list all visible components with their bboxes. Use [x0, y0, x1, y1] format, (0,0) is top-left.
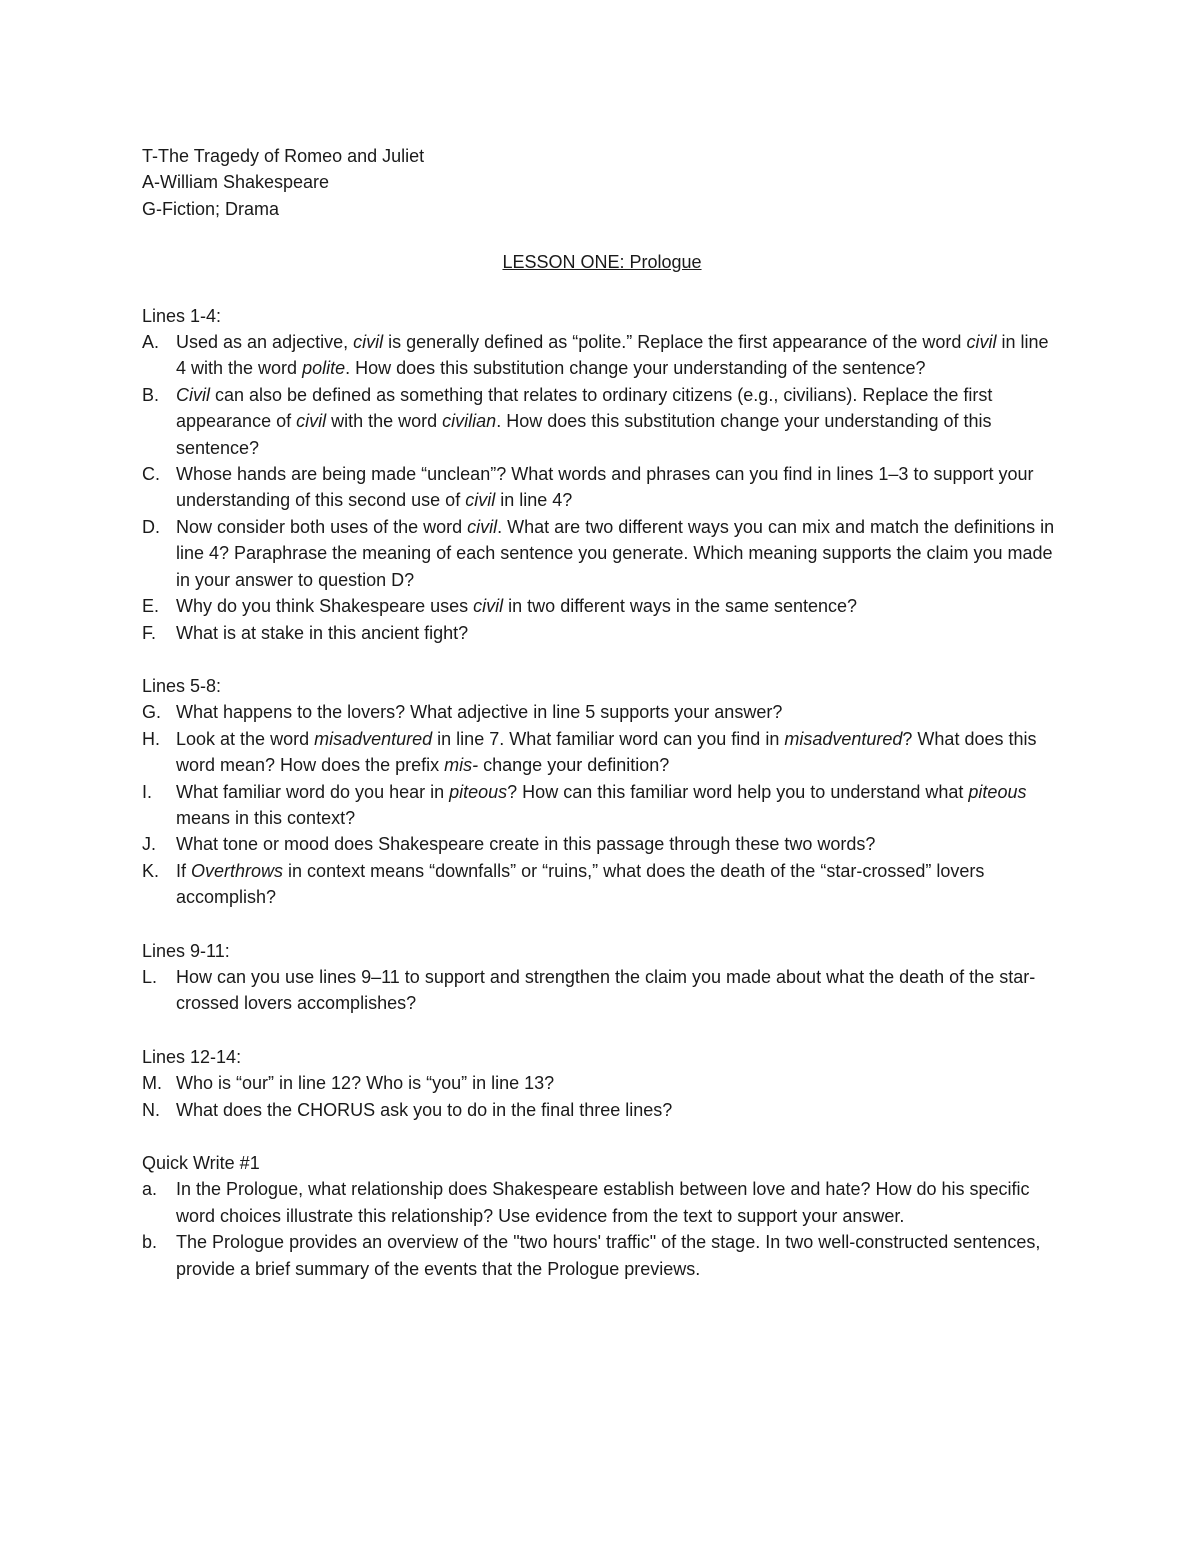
- text-segment: What tone or mood does Shakespeare create in this passage through these two words?: [176, 834, 876, 855]
- genre-line: G-Fiction; Drama: [142, 198, 280, 219]
- question-letter: F.: [142, 622, 157, 643]
- italic-term: civil: [353, 332, 384, 353]
- question-text: [176, 967, 1035, 1013]
- text-segment: in line 4 with the word: [176, 332, 1049, 379]
- text-segment: What is at stake in this ancient fight?: [176, 622, 469, 643]
- text-segment: What familiar word do you hear in: [176, 781, 450, 802]
- question-item: [142, 831, 1062, 857]
- text-segment: Used as an adjective,: [176, 332, 354, 353]
- question-item: [142, 726, 1062, 779]
- question-list: [142, 329, 1062, 646]
- question-letter: D.: [142, 516, 160, 537]
- question-sections: [142, 303, 1062, 1282]
- italic-term: polite: [302, 358, 346, 379]
- question-text: [176, 1100, 672, 1120]
- italic-term: piteous: [968, 781, 1027, 802]
- text-segment: The Prologue provides an overview of the "two hours' traffic" of the stage. In two well-constructed sentences, provide a brief summary of the events that the Prologue previews.: [176, 1232, 1041, 1279]
- section-heading: Lines 1-4:: [142, 305, 222, 326]
- italic-term: Overthrows: [191, 860, 284, 881]
- text-segment: What happens to the lovers? What adjective in line 5 supports your answer?: [176, 702, 783, 723]
- italic-term: mis-: [444, 755, 479, 776]
- question-text: [176, 623, 468, 643]
- question-letter: M.: [142, 1073, 162, 1094]
- italic-term: civil: [296, 411, 327, 432]
- text-segment: Why do you think Shakespeare uses: [176, 596, 474, 617]
- question-text: [176, 596, 857, 616]
- italic-term: piteous: [449, 781, 508, 802]
- question-item: [142, 593, 1062, 619]
- question-text: [176, 861, 984, 907]
- question-letter: E.: [142, 596, 160, 617]
- text-segment: What does the CHORUS ask you to do in the final three lines?: [176, 1099, 673, 1120]
- question-item: [142, 1097, 1062, 1123]
- question-letter: N.: [142, 1099, 160, 1120]
- section-heading: Quick Write #1: [142, 1153, 260, 1173]
- question-item: [142, 1176, 1062, 1229]
- text-segment: with the word: [326, 411, 443, 432]
- question-item: [142, 1229, 1062, 1282]
- italic-term: civil: [473, 596, 504, 617]
- text-segment: Now consider both uses of the word: [176, 516, 468, 537]
- question-item: [142, 858, 1062, 911]
- question-letter: G.: [142, 702, 162, 723]
- question-text: [176, 332, 1048, 378]
- question-item: [142, 964, 1062, 1017]
- italic-term: civilian: [442, 411, 497, 432]
- question-letter: K.: [142, 860, 160, 881]
- question-list: [142, 1070, 1062, 1123]
- text-segment: ? What does this word mean? How does the prefix: [176, 728, 1037, 776]
- text-segment: means in this context?: [176, 807, 356, 828]
- question-item: [142, 461, 1062, 514]
- text-segment: Whose hands are being made “unclean”? What words and phrases can you find in lines 1–3 to support your understanding of this second use of: [176, 464, 1034, 511]
- question-list: [142, 964, 1062, 1017]
- question-letter: C.: [142, 464, 160, 485]
- question-letter: J.: [142, 834, 157, 855]
- question-letter: L.: [142, 966, 158, 987]
- question-list: [142, 1176, 1062, 1282]
- question-section: [142, 303, 1062, 646]
- document-page: [142, 143, 1062, 1309]
- author-line: A-William Shakespeare: [142, 172, 330, 193]
- italic-term: civil: [465, 490, 496, 511]
- question-section: [142, 1044, 1062, 1123]
- question-text: [176, 464, 1034, 510]
- text-segment: in line 7. What familiar word can you find in: [432, 728, 785, 749]
- question-text: [176, 385, 992, 458]
- question-text: [176, 1179, 1030, 1225]
- text-segment: . How does this substitution change your understanding of the sentence?: [345, 358, 926, 379]
- question-text: [176, 1073, 554, 1093]
- text-segment: Who is “our” in line 12? Who is “you” in line 13?: [176, 1073, 555, 1094]
- text-segment: . What are two different ways you can mix and match the definitions in line 4? Paraphrase the meaning of each sentence you generate. Which meaning supports the claim you made in your answer to question D?: [176, 516, 1055, 590]
- question-text: [176, 702, 782, 722]
- text-segment: in context means “downfalls” or “ruins,” what does the death of the “star-crossed” lovers accomplish?: [176, 860, 985, 908]
- text-segment: Look at the word: [176, 728, 315, 749]
- italic-term: civil: [467, 516, 498, 537]
- question-section: [142, 938, 1062, 1017]
- question-item: [142, 779, 1062, 832]
- section-heading: Lines 9-11:: [142, 940, 230, 961]
- question-letter: A.: [142, 332, 160, 353]
- section-heading: Lines 5-8:: [142, 675, 222, 696]
- italic-term: Civil: [176, 384, 210, 405]
- question-letter: H.: [142, 728, 160, 749]
- text-segment: in line 4?: [495, 490, 573, 511]
- question-letter: b.: [142, 1232, 158, 1253]
- italic-term: misadventured: [314, 728, 433, 749]
- question-letter: B.: [142, 384, 160, 405]
- question-text: [176, 1232, 1040, 1278]
- italic-term: civil: [966, 332, 997, 353]
- italic-term: misadventured: [784, 728, 903, 749]
- question-item: [142, 1070, 1062, 1096]
- question-letter: a.: [142, 1179, 158, 1200]
- section-heading: Lines 12-14:: [142, 1046, 242, 1067]
- question-item: [142, 620, 1062, 646]
- question-item: [142, 382, 1062, 461]
- question-text: [176, 517, 1054, 590]
- text-segment: In the Prologue, what relationship does Shakespeare establish between love and hate? How do his specific word choices illustrate this relationship? Use evidence from the text to support your answer.: [176, 1179, 1030, 1226]
- question-text: [176, 782, 1026, 828]
- question-item: [142, 329, 1062, 382]
- question-section: [142, 673, 1062, 911]
- question-section: [142, 1150, 1062, 1282]
- question-text: [176, 834, 875, 854]
- text-segment: is generally defined as “polite.” Replace the first appearance of the word: [383, 332, 967, 353]
- text-segment: in two different ways in the same sentence?: [503, 596, 858, 617]
- text-segment: ? How can this familiar word help you to understand what: [507, 781, 969, 802]
- question-item: [142, 699, 1062, 725]
- lesson-title: LESSON ONE: Prologue: [502, 252, 702, 273]
- text-segment: If: [176, 860, 192, 881]
- text-segment: . How does this substitution change your understanding of this sentence?: [176, 411, 992, 458]
- question-letter: I.: [142, 781, 153, 802]
- title-line: T-The Tragedy of Romeo and Juliet: [142, 146, 425, 166]
- question-list: [142, 699, 1062, 910]
- question-text: [176, 729, 1037, 775]
- text-segment: How can you use lines 9–11 to support and strengthen the claim you made about what the death of the star-crossed lovers accomplishes?: [176, 966, 1036, 1014]
- text-segment: change your definition?: [478, 755, 670, 776]
- question-item: [142, 514, 1062, 593]
- text-segment: can also be defined as something that relates to ordinary citizens (e.g., civilians). Replace the first appearance of: [176, 384, 993, 432]
